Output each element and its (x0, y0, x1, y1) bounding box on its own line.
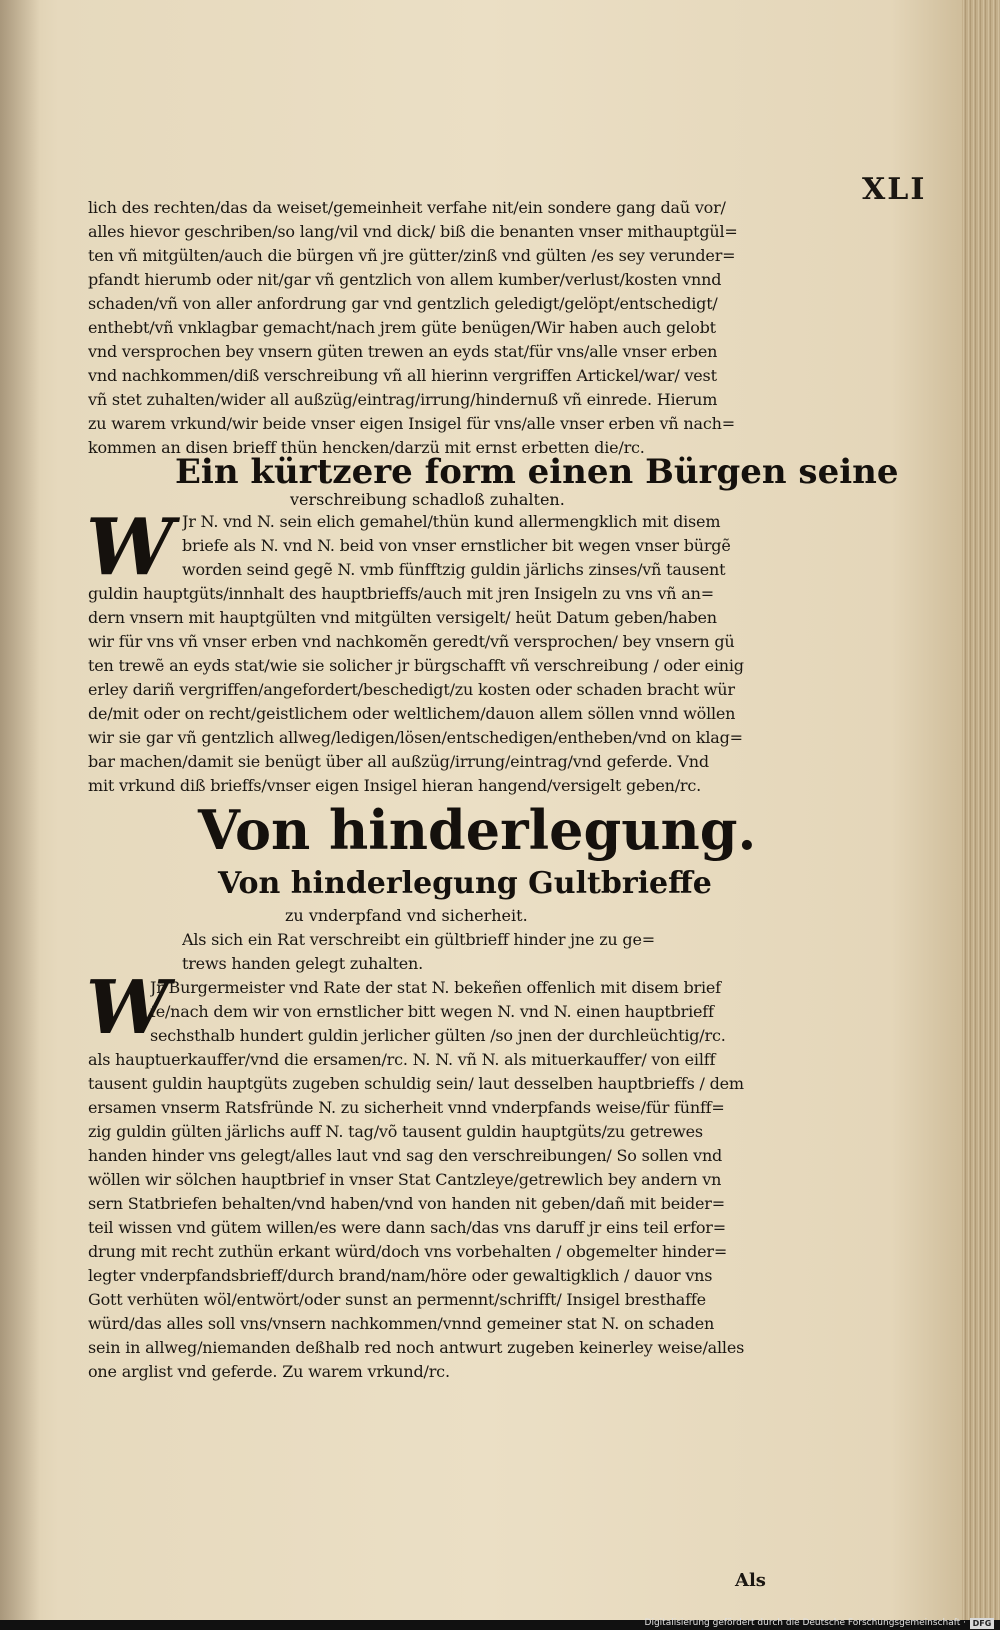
text-line: de/mit oder on recht/geistlichem oder weltlichem/dauon allem söllen vnnd wöllen (88, 704, 736, 723)
text-line: wöllen wir sölchen hauptbrief in vnser Stat Cantzleye/getrewlich bey andern vn (88, 1170, 722, 1189)
catchword: Als (735, 1570, 766, 1591)
text-line: als hauptuerkauffer/vnd die ersamen/rc. N. N. vñ N. als mituerkauffer/ von eilff (88, 1050, 716, 1069)
text-line: vnd versprochen bey vnsern güten trewen an eyds stat/für vns/alle vnser erben (88, 342, 718, 361)
text-line: sechsthalb hundert guldin jerlicher gülten /so jnen der durchleüchtig/rc. (150, 1026, 726, 1045)
text-line: zu warem vrkund/wir beide vnser eigen Insigel für vns/alle vnser erben vñ nach= (88, 414, 735, 433)
text-line: vñ stet zuhalten/wider all außzüg/eintrag/irrung/hindernuß vñ einrede. Hierum (88, 390, 718, 409)
text-line: würd/das alles soll vns/vnsern nachkommen/vnnd gemeiner stat N. on schaden (88, 1314, 715, 1333)
text-line: alles hievor geschriben/so lang/vil vnd dick/ biß die benanten vnser mithauptgül= (88, 222, 738, 241)
text-line: schaden/vñ von aller anfordrung gar vnd gentzlich geledigt/gelöpt/entschedigt/ (88, 294, 718, 313)
binding-shadow (0, 0, 40, 1620)
footer-credit: Digitalisierung gefördert durch die Deutsche Forschungsgemeinschaft · (644, 1618, 966, 1628)
text-line: legter vnderpfandsbrieff/durch brand/nam/höre oder gewaltigklich / dauor vns (88, 1266, 713, 1285)
section-subheading: zu vnderpfand vnd sicherheit. (285, 906, 528, 925)
section-heading: Von hinderlegung Gultbrieffe (218, 866, 712, 901)
text-line: lich des rechten/das da weiset/gemeinheit verfahe nit/ein sondere gang daũ vor/ (88, 198, 726, 217)
text-line: fe/nach dem wir von ernstlicher bitt wegen N. vnd N. einen hauptbrieff (150, 1002, 714, 1021)
text-line: drung mit recht zuthün erkant würd/doch vns vorbehalten / obgemelter hinder= (88, 1242, 728, 1261)
text-line: Jr Burgermeister vnd Rate der stat N. bekeñen offenlich mit disem brief (150, 978, 721, 997)
text-line: bar machen/damit sie benügt über all außzüg/irrung/eintrag/vnd geferde. Vnd (88, 752, 709, 771)
text-line: vnd nachkommen/diß verschreibung vñ all hierinn vergriffen Artickel/war/ vest (88, 366, 717, 385)
text-line: handen hinder vns gelegt/alles laut vnd sag den verschreibungen/ So sollen vnd (88, 1146, 723, 1165)
text-line: erley dariñ vergriffen/angefordert/beschedigt/zu kosten oder schaden bracht wür (88, 680, 735, 699)
text-line: ten trewẽ an eyds stat/wie sie solicher jr bürgschafft vñ verschreibung / oder einig (88, 656, 744, 675)
text-line: wir für vns vñ vnser erben vnd nachkomẽn geredt/vñ versprochen/ bey vnsern gü (88, 632, 735, 651)
section-subheading: verschreibung schadloß zuhalten. (290, 490, 565, 509)
dfg-logo: DFG (970, 1618, 994, 1629)
text-line: dern vnsern mit hauptgülten vnd mitgülten versigelt/ heüt Datum geben/haben (88, 608, 717, 627)
text-line: one arglist vnd geferde. Zu warem vrkund/rc. (88, 1362, 450, 1381)
text-line: sein in allweg/niemanden deßhalb red noch antwurt zugeben keinerley weise/alles (88, 1338, 745, 1357)
folio-number: XLI (862, 172, 927, 207)
text-line: worden seind gegẽ N. vmb fünfftzig guldin järlichs zinses/vñ tausent (182, 560, 726, 579)
text-line: enthebt/vñ vnklagbar gemacht/nach jrem güte benügen/Wir haben auch gelobt (88, 318, 716, 337)
text-line: sern Statbriefen behalten/vnd haben/vnd von handen nit geben/dañ mit beider= (88, 1194, 725, 1213)
text-line: pfandt hierumb oder nit/gar vñ gentzlich von allem kumber/verlust/kosten vnnd (88, 270, 722, 289)
text-line: zig guldin gülten järlichs auff N. tag/võ tausent guldin hauptgüts/zu getrewes (88, 1122, 703, 1141)
text-line: Jr N. vnd N. sein elich gemahel/thün kund allermengklich mit disem (182, 512, 721, 531)
text-line: briefe als N. vnd N. beid von vnser ernstlicher bit wegen vnser bürgẽ (182, 536, 731, 555)
text-line: kommen an disen brieff thün hencken/darzü mit ernst erbetten die/rc. (88, 438, 645, 457)
rubric-line: Als sich ein Rat verschreibt ein gültbrieff hinder jne zu ge= (182, 930, 655, 949)
text-line: ten vñ mitgülten/auch die bürgen vñ jre gütter/zinß vnd gülten /es sey verunder= (88, 246, 736, 265)
text-line: tausent guldin hauptgüts zugeben schuldig sein/ laut desselben hauptbrieffs / dem (88, 1074, 744, 1093)
rubric-line: trews handen gelegt zuhalten. (182, 954, 424, 973)
text-line: teil wissen vnd gütem willen/es were dann sach/das vns daruff jr eins teil erfor= (88, 1218, 726, 1237)
text-line: ersamen vnserm Ratsfründe N. zu sicherheit vnnd vnderpfands weise/für fünff= (88, 1098, 725, 1117)
text-line: guldin hauptgüts/innhalt des hauptbrieffs/auch mit jren Insigeln zu vns vñ an= (88, 584, 714, 603)
text-line: mit vrkund diß brieffs/vnser eigen Insigel hieran hangend/versigelt geben/rc. (88, 776, 701, 795)
text-line: wir sie gar vñ gentzlich allweg/ledigen/lösen/entschedigen/entheben/vnd on klag= (88, 728, 743, 747)
drop-initial: W (86, 965, 170, 1051)
section-heading: Ein kürtzere form einen Bürgen seine (175, 452, 899, 492)
page-edges (962, 0, 1000, 1620)
drop-initial: W (86, 502, 174, 593)
chapter-heading: Von hinderlegung. (198, 798, 757, 862)
text-line: Gott verhüten wöl/entwört/oder sunst an permennt/schrifft/ Insigel bresthaffe (88, 1290, 706, 1309)
